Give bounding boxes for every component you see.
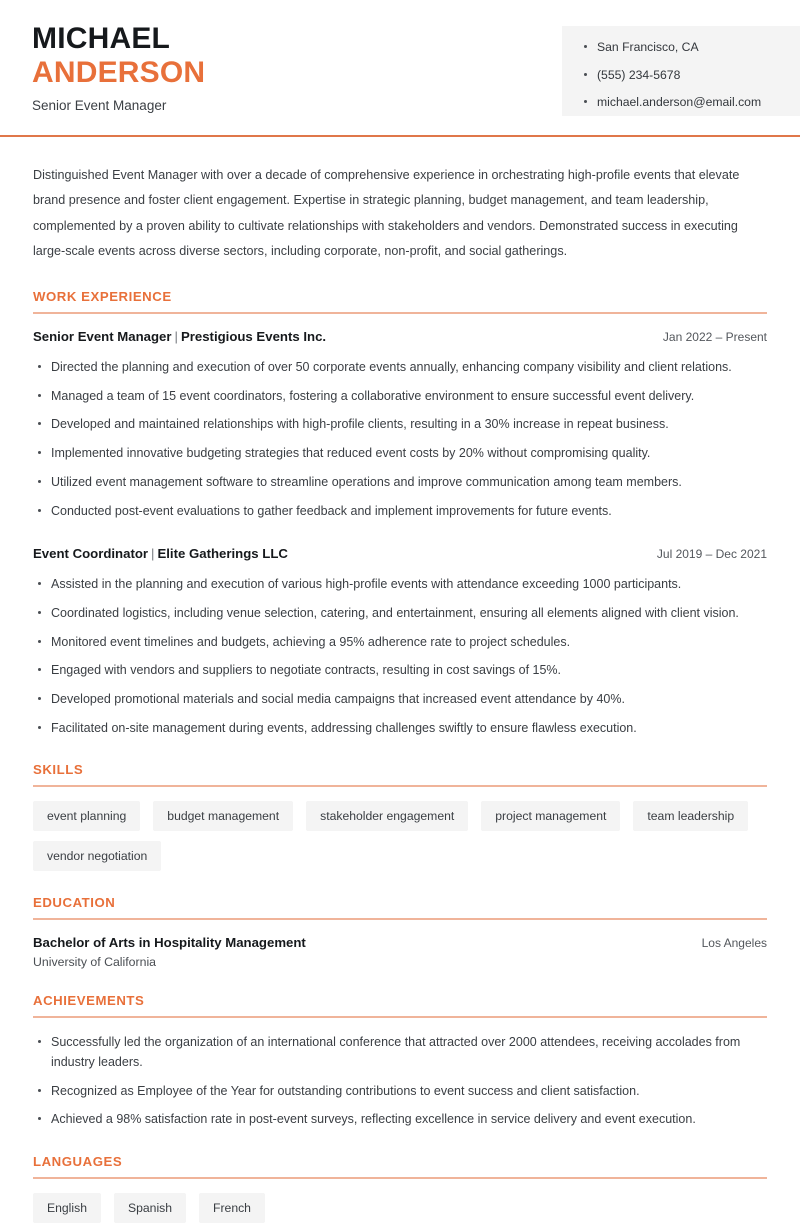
experience-bullet [33,632,767,652]
experience-role: Senior Event Manager [33,328,172,344]
contact-email[interactable] [584,95,800,110]
education-location: Los Angeles [701,936,767,951]
skills-pill-row [33,801,767,871]
bullet-text: Utilized event management software to streamline operations and improve communication among team members. [51,474,682,489]
achievement-bullet [33,1081,767,1101]
experience-bullet [33,357,767,377]
bullet-dot-icon [38,509,41,512]
bullet-dot-icon [38,697,41,700]
section-languages [33,1154,767,1223]
experience-role: Event Coordinator [33,545,149,561]
title-separator: | [174,328,178,344]
section-title-achievements: ACHIEVEMENTS [33,992,145,1008]
section-work-experience [33,289,767,738]
skill-pill[interactable]: team leadership [633,801,748,831]
bullet-text: Directed the planning and execution of over 50 corporate events annually, enhancing company visibility and client relations. [51,359,732,374]
resume-header [0,0,800,136]
bullet-text: Facilitated on-site management during events, addressing challenges swiftly to ensure flawless execution. [51,720,637,735]
contact-phone[interactable] [584,68,800,83]
experience-heading [33,545,288,562]
experience-entry-header [33,328,767,345]
achievements-bullet-list [33,1032,767,1130]
bullet-text: Developed promotional materials and social media campaigns that increased event attendance by 40%. [51,692,625,707]
section-divider [33,1016,767,1018]
bullet-dot-icon [38,1117,41,1120]
section-achievements [33,993,767,1130]
contact-location-text: San Francisco, CA [597,40,699,54]
language-pill[interactable]: French [199,1193,265,1223]
bullet-text: Monitored event timelines and budgets, achieving a 95% adherence rate to project schedules. [51,634,571,649]
professional-summary: Distinguished Event Manager with over a decade of comprehensive experience in orchestrating high-profile events that elevate brand presence and foster client engagement. Expertise in strategic planning, budget management, and team leadership, complemented by a proven ability to cultivate relationships with stakeholders and vendors. Demonstrated success in executing large-scale events across diverse sectors, including corporate, non-profit, and social gatherings. [33,168,740,259]
bullet-text: Coordinated logistics, including venue selection, catering, and entertainment, ensuring all elements aligned with client vision. [51,605,739,620]
bullet-dot-icon [584,45,587,48]
bullet-dot-icon [584,100,587,103]
headline-job-title: Senior Event Manager [32,98,167,114]
bullet-dot-icon [38,422,41,425]
achievement-bullet [33,1032,767,1073]
experience-bullet [33,660,767,680]
languages-pill-row [33,1193,767,1223]
bullet-dot-icon [38,640,41,643]
education-school: University of California [33,954,157,969]
bullet-text: Implemented innovative budgeting strategies that reduced event costs by 20% without compromising quality. [51,446,651,461]
experience-bullet [33,603,767,623]
header-divider [0,135,800,137]
language-pill[interactable]: English [33,1193,101,1223]
experience-bullet [33,689,767,709]
bullet-text: Engaged with vendors and suppliers to negotiate contracts, resulting in cost savings of 15%. [51,663,562,678]
bullet-text: Managed a team of 15 event coordinators, fostering a collaborative environment to ensure successful event delivery. [51,388,695,403]
section-skills [33,762,767,871]
experience-bullet [33,414,767,434]
resume-body [0,163,800,1223]
contact-info-panel [562,26,800,116]
bullet-dot-icon [38,451,41,454]
bullet-dot-icon [38,365,41,368]
experience-dates: Jan 2022 – Present [662,329,767,344]
bullet-dot-icon [38,582,41,585]
section-divider [33,918,767,920]
section-divider [33,785,767,787]
experience-bullet-list [33,357,767,521]
experience-entry-header [33,545,767,562]
skill-pill[interactable]: project management [481,801,620,831]
contact-location [584,40,800,55]
bullet-dot-icon [584,73,587,76]
experience-bullet [33,574,767,594]
bullet-dot-icon [38,480,41,483]
experience-dates: Jul 2019 – Dec 2021 [656,546,767,561]
section-education [33,895,767,968]
bullet-text: Conducted post-event evaluations to gather feedback and implement improvements for future events. [51,503,612,518]
bullet-dot-icon [38,726,41,729]
education-degree: Bachelor of Arts in Hospitality Management [33,935,306,951]
experience-entry [33,328,767,521]
experience-heading [33,328,326,345]
contact-email-text: michael.anderson@email.com [597,95,762,110]
skill-pill[interactable]: event planning [33,801,140,831]
identity-block [32,22,205,114]
section-title-work-experience: WORK EXPERIENCE [33,288,172,304]
skill-pill[interactable]: budget management [153,801,293,831]
first-name: MICHAEL [32,22,171,55]
bullet-text: Successfully led the organization of an international conference that attracted over 2000 attendees, receiving accolades from industry leaders. [51,1034,741,1069]
experience-bullet [33,718,767,738]
section-title-languages: LANGUAGES [33,1153,123,1169]
section-divider [33,1177,767,1179]
section-divider [33,312,767,314]
experience-entry [33,545,767,738]
bullet-dot-icon [38,1089,41,1092]
language-pill[interactable]: Spanish [114,1193,186,1223]
title-separator: | [151,545,155,561]
experience-company: Prestigious Events Inc. [180,328,327,344]
bullet-text: Achieved a 98% satisfaction rate in post-event surveys, reflecting excellence in service delivery and event execution. [51,1112,696,1127]
education-entry [33,934,767,968]
experience-bullet [33,386,767,406]
experience-company: Elite Gatherings LLC [157,545,288,561]
bullet-dot-icon [38,394,41,397]
contact-phone-text: (555) 234-5678 [597,67,681,82]
bullet-text: Assisted in the planning and execution of various high-profile events with attendance exceeding 1000 participants. [51,577,682,592]
bullet-text: Developed and maintained relationships with high-profile clients, resulting in a 30% increase in repeat business. [51,417,669,432]
achievement-bullet [33,1109,767,1129]
section-title-skills: SKILLS [33,762,84,778]
bullet-dot-icon [38,668,41,671]
bullet-dot-icon [38,611,41,614]
experience-bullet [33,443,767,463]
education-entry-header [33,934,767,951]
skill-pill[interactable]: vendor negotiation [33,841,161,871]
bullet-text: Recognized as Employee of the Year for outstanding contributions to event success and client satisfaction. [51,1083,640,1098]
experience-bullet-list [33,574,767,738]
skill-pill[interactable]: stakeholder engagement [306,801,468,831]
experience-bullet [33,501,767,521]
experience-bullet [33,472,767,492]
last-name: ANDERSON [32,55,206,89]
bullet-dot-icon [38,1040,41,1043]
section-title-education: EDUCATION [33,895,116,911]
